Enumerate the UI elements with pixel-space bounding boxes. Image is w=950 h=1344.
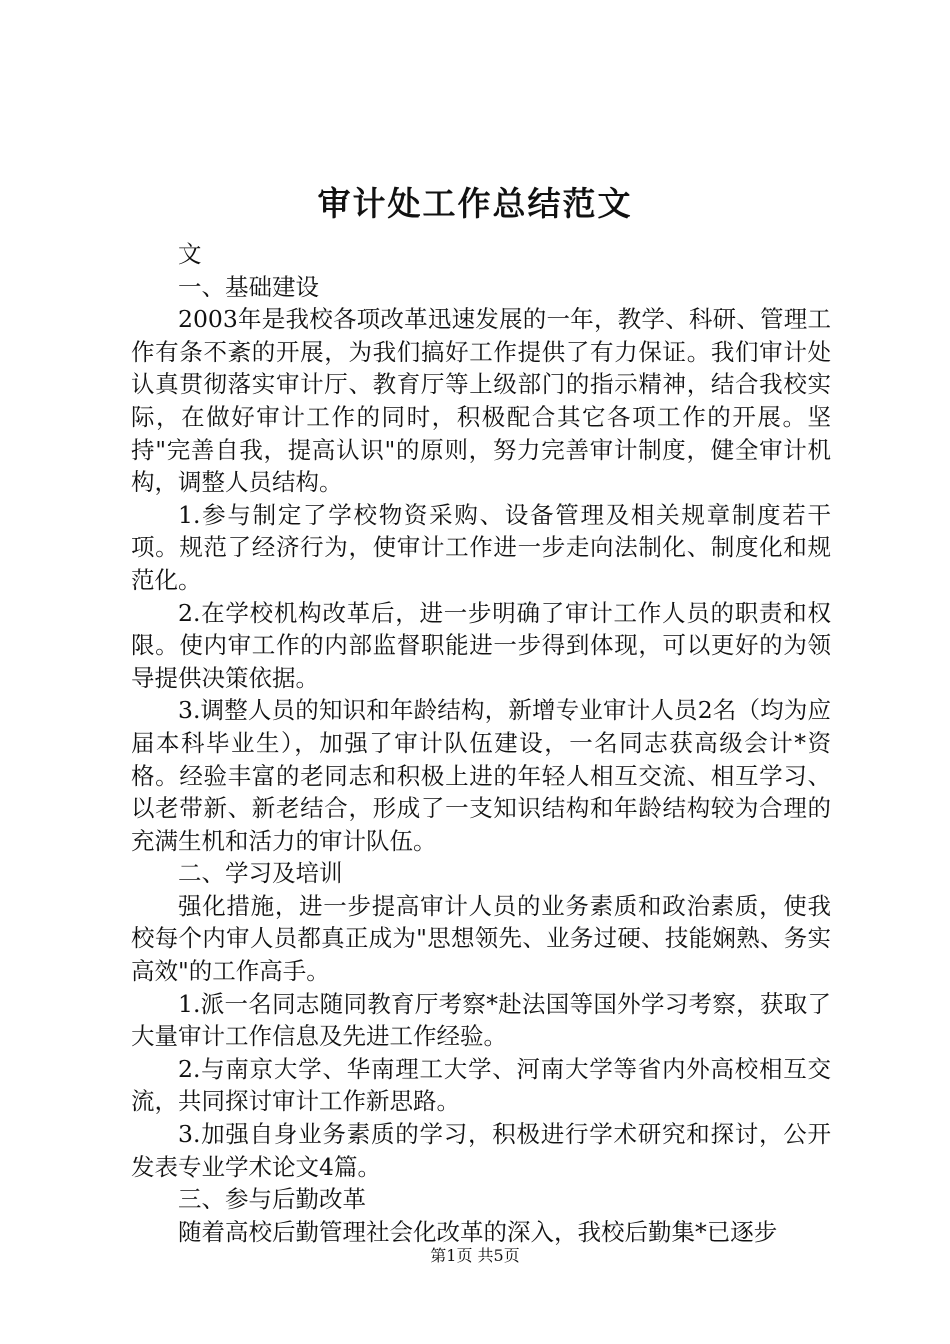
section-heading: 二、学习及培训 bbox=[178, 859, 343, 888]
list-item: 2.在学校机构改革后，进一步明确了审计工作人员的职责和权限。使内审工作的内部监督职能进一步得到体现，可以更好的为领导提供决策依据。 bbox=[131, 598, 831, 692]
section-heading: 一、基础建设 bbox=[178, 272, 319, 301]
paragraph: 强化措施，进一步提高审计人员的业务素质和政治素质，使我校每个内审人员都真正成为"思想领先、业务过硬、技能娴熟、务实高效"的工作高手。 bbox=[131, 891, 831, 986]
paragraph: 文 bbox=[178, 240, 202, 268]
paragraph: 随着高校后勤管理社会化改革的深入，我校后勤集*已逐步 bbox=[178, 1217, 778, 1246]
page-footer: 第1页 共5页 bbox=[430, 1246, 520, 1265]
list-item: 1.派一名同志随同教育厅考察*赴法国等国外学习考察，获取了大量审计工作信息及先进工作经验。 bbox=[131, 989, 831, 1051]
list-item: 3.调整人员的知识和年龄结构，新增专业审计人员2名（均为应届本科毕业生），加强了审计队伍建设，一名同志获高级会计*资格。经验丰富的老同志和积极上进的年轻人相互交流、相互学习、以老带新、新老结合，形成了一支知识结构和年龄结构较为合理的充满生机和活力的审计队伍。 bbox=[131, 696, 831, 855]
document-body bbox=[131, 238, 831, 1248]
section-heading: 三、参与后勤改革 bbox=[178, 1185, 366, 1214]
list-item: 3.加强自身业务素质的学习，积极进行学术研究和探讨，公开发表专业学术论文4篇。 bbox=[131, 1120, 831, 1181]
list-item: 1.参与制定了学校物资采购、设备管理及相关规章制度若干项。规范了经济行为，使审计工作进一步走向法制化、制度化和规范化。 bbox=[131, 500, 831, 594]
list-item: 2.与南京大学、华南理工大学、河南大学等省内外高校相互交流，共同探讨审计工作新思路。 bbox=[131, 1054, 831, 1116]
document-title: 审计处工作总结范文 bbox=[317, 184, 633, 223]
paragraph: 2003年是我校各项改革迅速发展的一年，教学、科研、管理工作有条不紊的开展，为我们搞好工作提供了有力保证。我们审计处认真贯彻落实审计厅、教育厅等上级部门的指示精神，结合我校实际，在做好审计工作的同时，积极配合其它各项工作的开展。坚持"完善自我，提高认识"的原则，努力完善审计制度，健全审计机构，调整人员结构。 bbox=[131, 305, 831, 497]
